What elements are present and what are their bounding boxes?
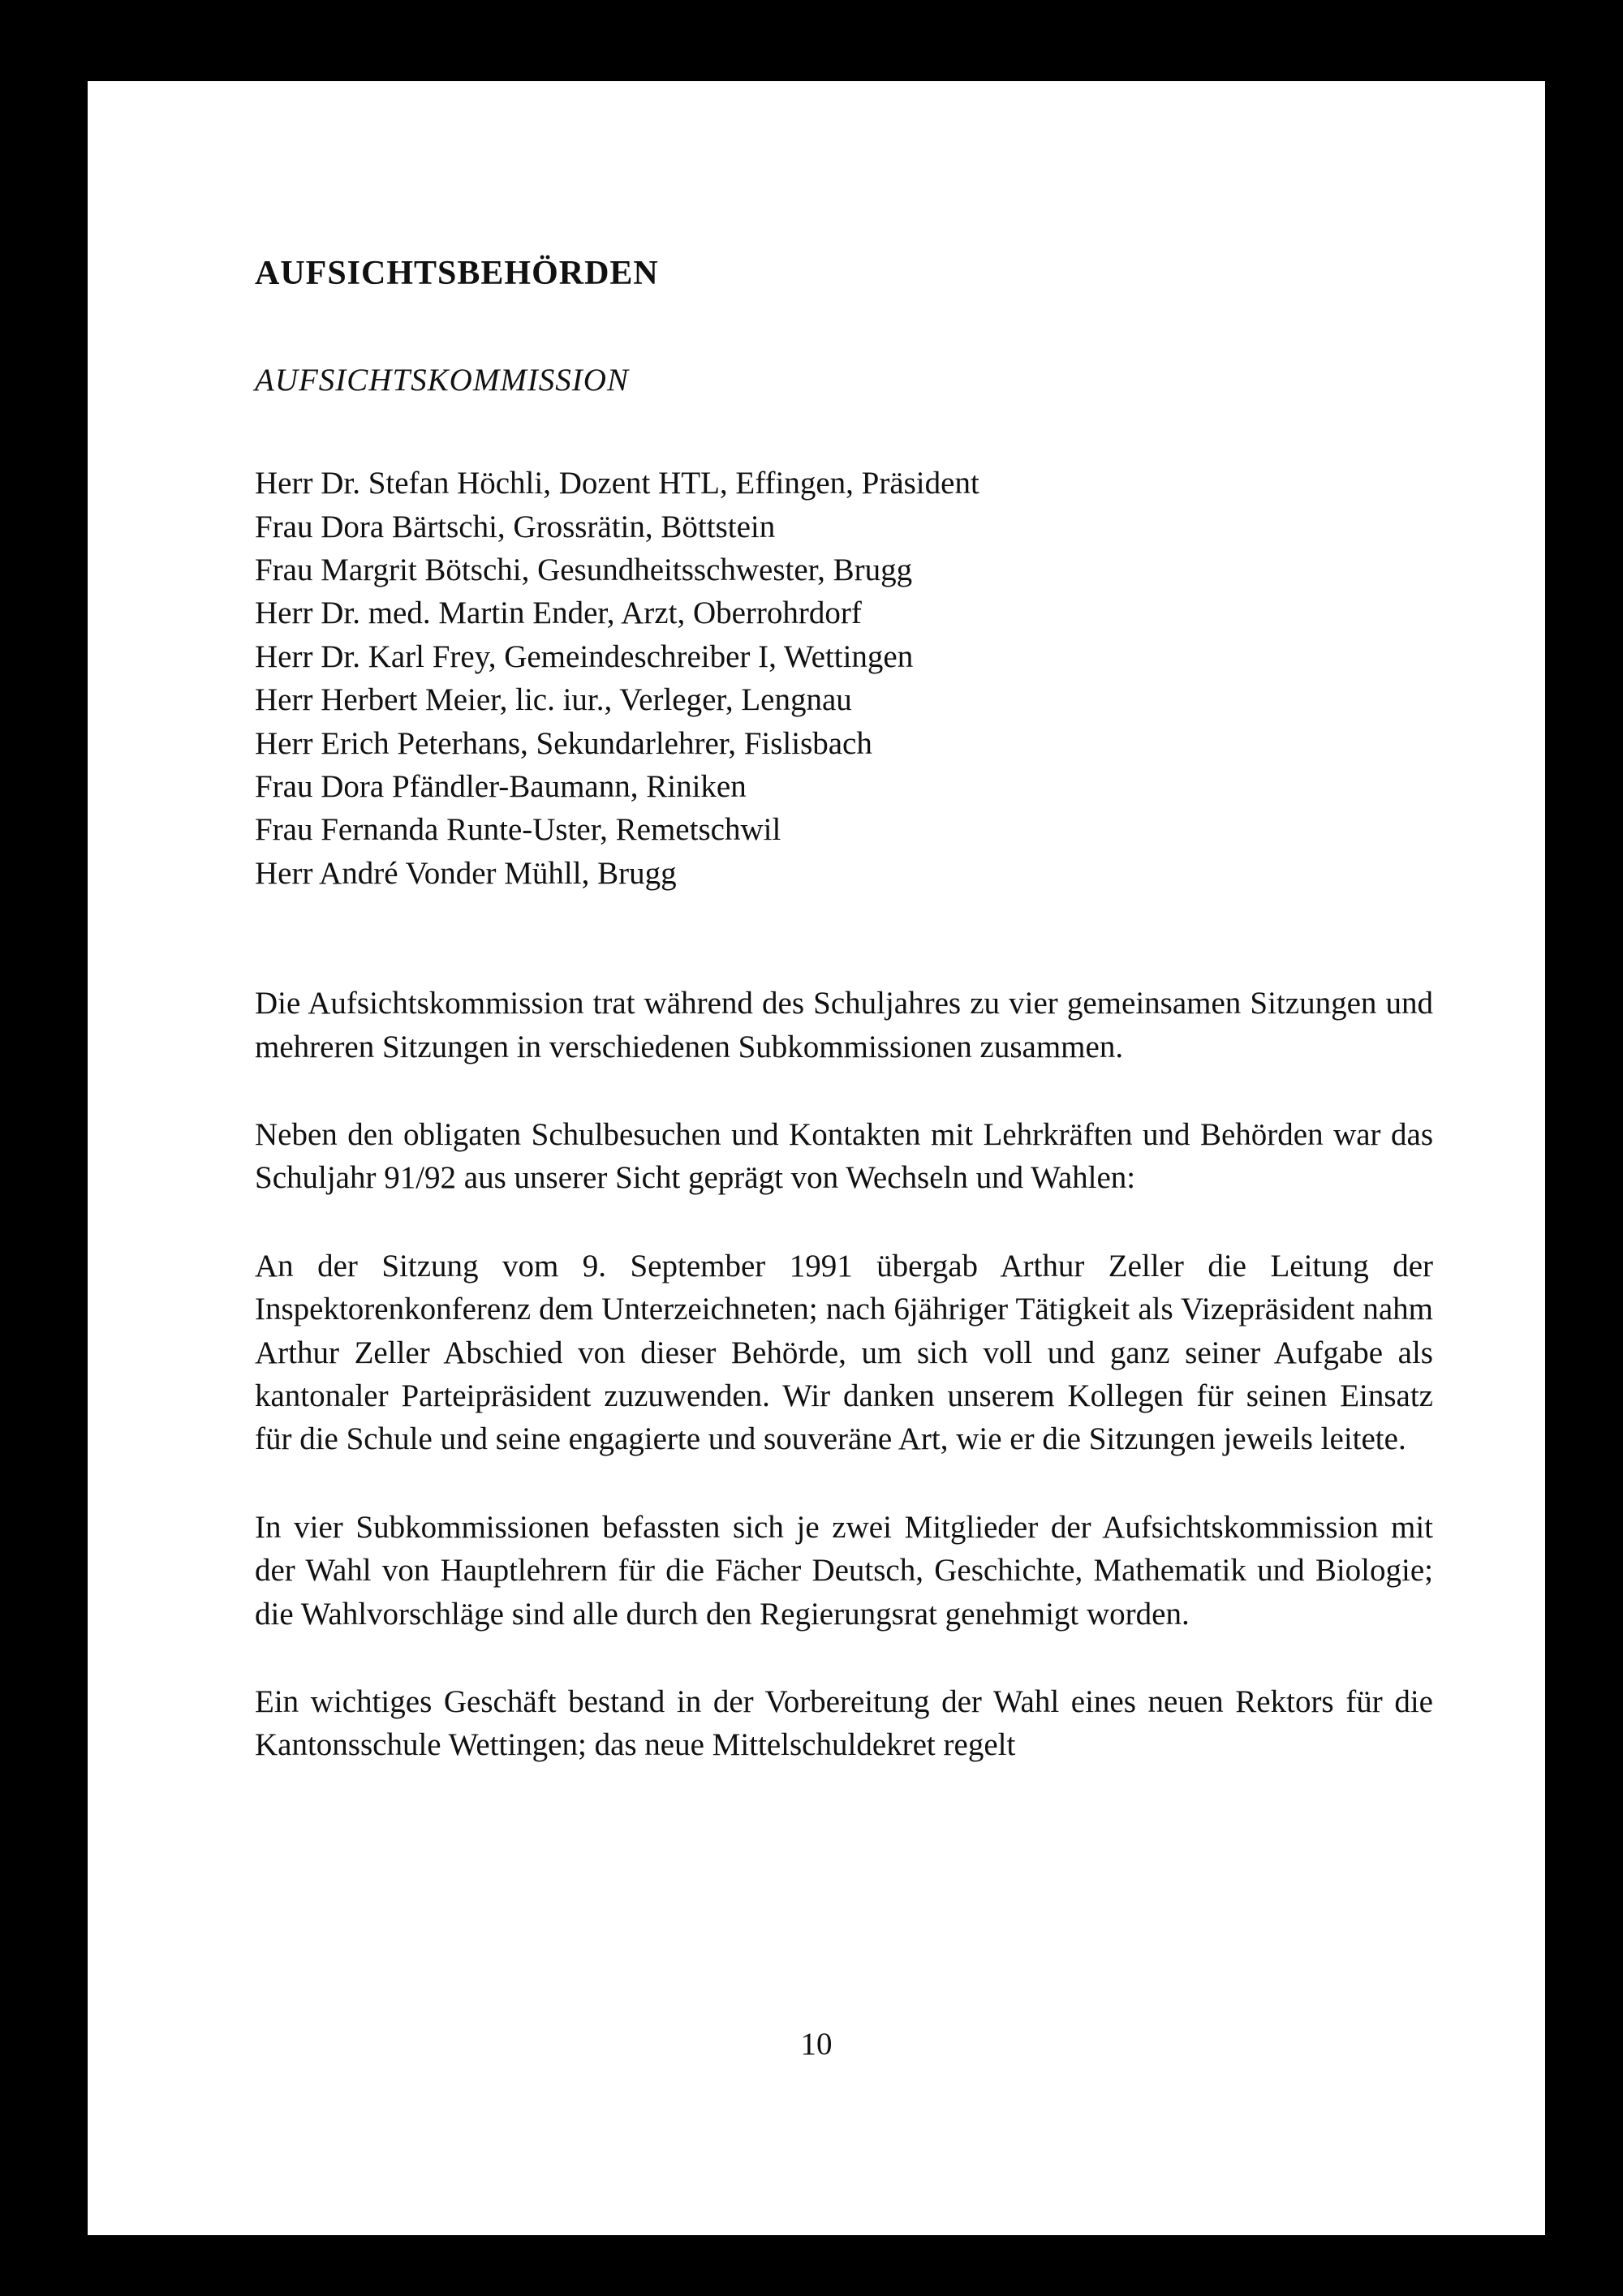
member-item: Herr Dr. Stefan Höchli, Dozent HTL, Effingen, Präsident xyxy=(255,466,979,501)
member-item: Herr André Vonder Mühll, Brugg xyxy=(255,855,677,891)
member-item: Herr Erich Peterhans, Sekundarlehrer, Fislisbach xyxy=(255,725,872,761)
page-content xyxy=(255,253,1433,1767)
document-page xyxy=(88,81,1545,2235)
member-item: Frau Dora Bärtschi, Grossrätin, Böttstein xyxy=(255,509,776,544)
member-item: Frau Dora Pfändler-Baumann, Riniken xyxy=(255,768,747,804)
member-item: Frau Fernanda Runte-Uster, Remetschwil xyxy=(255,812,781,848)
page-number: 10 xyxy=(800,2027,833,2062)
paragraph-subcommissions: In vier Subkommissionen befassten sich je zwei Mitglieder der Aufsichtskommission mit der Wahl von Hauptlehrern für die Fächer Deutsch, Geschichte, Mathematik und Biologie; die Wahlvorschläge sind alle durch den Regierungsrat genehmigt worden. xyxy=(255,1509,1433,1632)
paragraph-handover: An der Sitzung vom 9. September 1991 übergab Arthur Zeller die Leitung der Inspektorenkonferenz dem Unterzeichneten; nach 6jähriger Tätigkeit als Vizepräsident nahm Arthur Zeller Abschied von dieser Behörde, um sich voll und ganz seiner Aufgabe als kantonaler Parteipräsident zuzuwenden. Wir danken unserem Kollegen für seinen Einsatz für die Schule und seine engagierte und souveräne Art, wie er die Sitzungen jeweils leitete. xyxy=(255,1248,1433,1457)
member-item: Herr Dr. Karl Frey, Gemeindeschreiber I, Wettingen xyxy=(255,638,914,674)
member-item: Herr Dr. med. Martin Ender, Arzt, Oberrohrdorf xyxy=(255,595,862,631)
paragraph-meetings: Die Aufsichtskommission trat während des Schuljahres zu vier gemeinsamen Sitzungen und mehreren Sitzungen in verschiedenen Subkommissionen zusammen. xyxy=(255,986,1433,1064)
paragraph-changes: Neben den obligaten Schulbesuchen und Kontakten mit Lehrkräften und Behörden war das Schuljahr 91/92 aus unserer Sicht geprägt von Wechseln und Wahlen: xyxy=(255,1116,1433,1196)
member-item: Frau Margrit Bötschi, Gesundheitsschwester, Brugg xyxy=(255,552,913,587)
subsection-heading: AUFSICHTSKOMMISSION xyxy=(255,363,629,398)
member-list xyxy=(255,462,1433,895)
section-heading: AUFSICHTSBEHÖRDEN xyxy=(255,255,659,292)
member-item: Herr Herbert Meier, lic. iur., Verleger, Lengnau xyxy=(255,682,852,718)
paragraph-rector-election: Ein wichtiges Geschäft bestand in der Vorbereitung der Wahl eines neuen Rektors für die Kantonsschule Wettingen; das neue Mittelschuldekret regelt xyxy=(255,1683,1433,1763)
